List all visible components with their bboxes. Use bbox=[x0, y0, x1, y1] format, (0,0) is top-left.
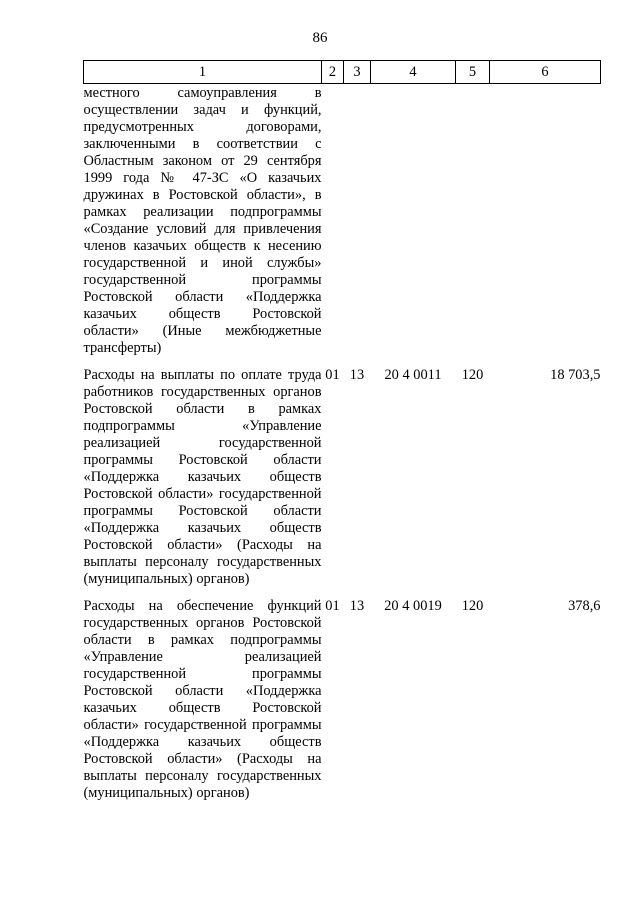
row-target-article-code: 20 4 0019 bbox=[384, 598, 442, 614]
table-row bbox=[84, 598, 601, 812]
row-section-code bbox=[322, 84, 344, 368]
header-row bbox=[84, 61, 601, 84]
row-expense-type-code: 120 bbox=[461, 367, 484, 383]
column-header-5: 5 bbox=[456, 61, 490, 84]
table-header bbox=[84, 61, 601, 84]
row-amount: 378,6 bbox=[568, 598, 601, 614]
row-amount bbox=[490, 84, 601, 368]
row-target-article-code bbox=[371, 84, 456, 368]
row-description: Расходы на обеспечение функций государственных органов Ростовской области в рамках подпрограммы «Управление реализацией государственной программы Ростовской области «Поддержка казачьих обществ Ростовской области» государственной программы «Поддержка казачьих обществ Ростовской области» (Расходы на выплаты персоналу государственных (муниципальных) органов) bbox=[83, 598, 322, 801]
column-header-2: 2 bbox=[322, 61, 344, 84]
row-description: Расходы на выплаты по оплате труда работников государственных органов Ростовской области в рамках подпрограммы «Управление реализацией государственной программы Ростовской области «Поддержка казачьих обществ Ростовской области» государственной программы Ростовской области «Поддержка казачьих обществ Ростовской области» (Расходы на выплаты персоналу государственных (муниципальных) органов) bbox=[83, 367, 322, 587]
row-section-code: 01 bbox=[325, 598, 340, 614]
row-target-article-code: 20 4 0011 bbox=[384, 367, 442, 383]
budget-table bbox=[83, 60, 601, 812]
column-header-3: 3 bbox=[344, 61, 371, 84]
row-section-code: 01 bbox=[325, 367, 340, 383]
row-subsection-code bbox=[344, 84, 371, 368]
row-expense-type-code: 120 bbox=[461, 598, 484, 614]
column-header-6: 6 bbox=[490, 61, 601, 84]
table-body bbox=[84, 84, 601, 813]
row-description: местного самоуправления в осуществлении задач и функций, предусмотренных договорами, заключенными в соответствии с Областным законом от 29 сентября 1999 года № 47-ЗС «О казачьих дружинах в Ростовской области», в рамках реализации подпрограммы «Создание условий для привлечения членов казачьих обществ к несению государственной и иной службы» государственной программы Ростовской области «Поддержка казачьих обществ Ростовской области» (Иные межбюджетные трансферты) bbox=[83, 85, 322, 356]
page-number: 86 bbox=[312, 30, 328, 46]
column-header-4: 4 bbox=[371, 61, 456, 84]
row-expense-type-code bbox=[456, 84, 490, 368]
table-row bbox=[84, 367, 601, 598]
row-subsection-code: 13 bbox=[349, 598, 365, 614]
table-row bbox=[84, 84, 601, 368]
row-subsection-code: 13 bbox=[349, 367, 365, 383]
row-amount: 18 703,5 bbox=[550, 367, 601, 383]
column-header-1: 1 bbox=[84, 61, 322, 84]
